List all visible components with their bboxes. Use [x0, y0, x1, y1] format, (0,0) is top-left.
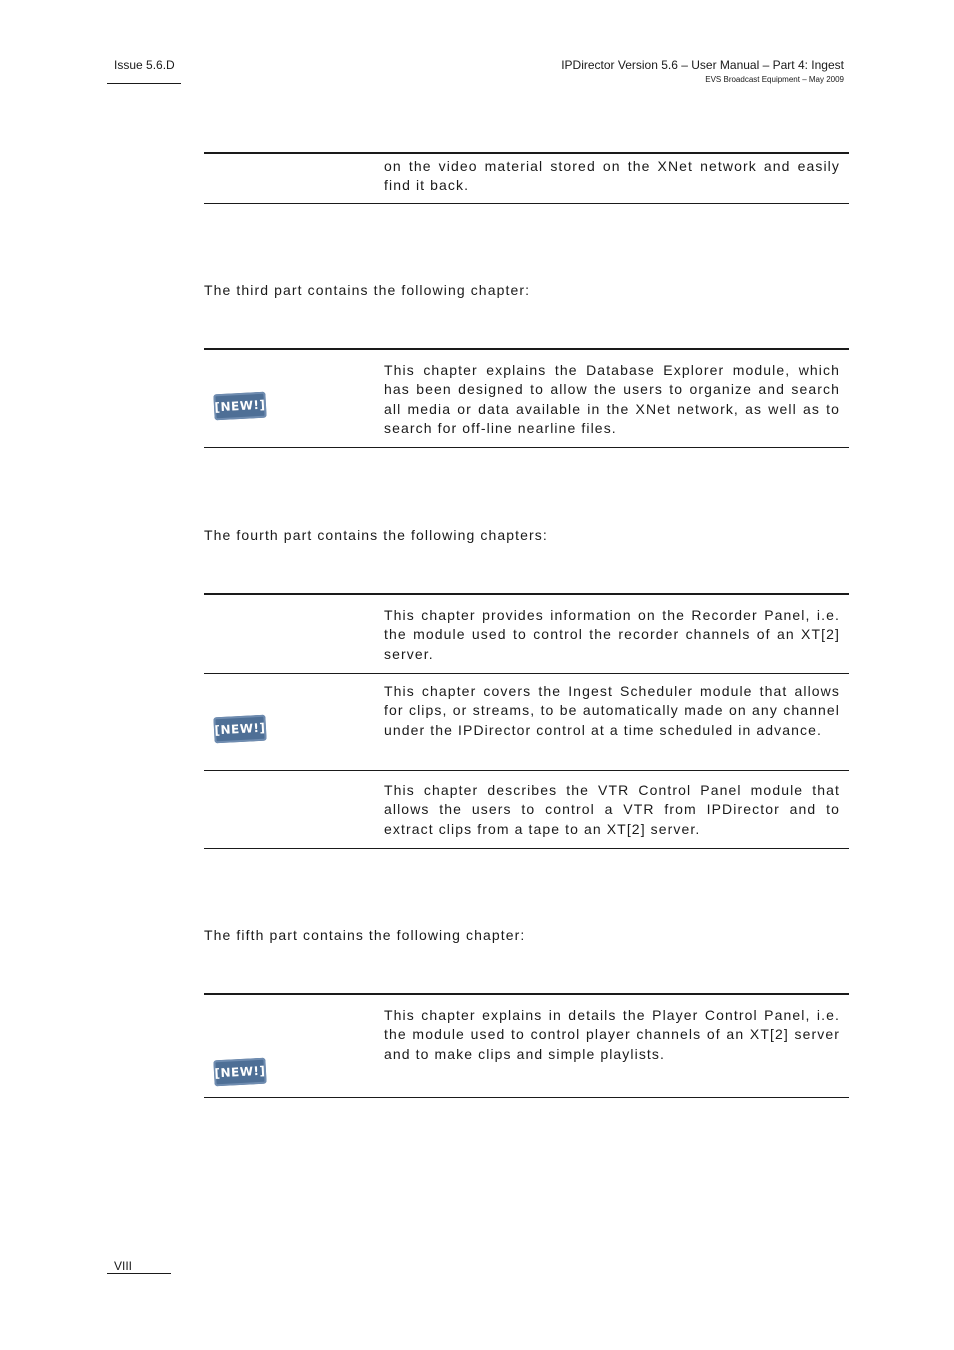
- chapter-description: on the video material stored on the XNet network and easily find it back.: [384, 158, 840, 194]
- chapter-name-cell: [204, 995, 384, 1097]
- chapter-description: This chapter covers the Ingest Scheduler module that allows for clips, or streams, to be automatically made on any channel under the IPDirector control at a time scheduled in advance.: [384, 683, 840, 738]
- chapter-name-cell: [204, 350, 384, 447]
- chapter-description: This chapter describes the VTR Control Panel module that allows the users to control a VTR from IPDirector and to extract clips from a tape to an XT[2] server.: [384, 782, 840, 837]
- chapter-description: This chapter provides information on the Recorder Panel, i.e. the module used to control the recorder channels of an XT[2] server.: [384, 607, 840, 662]
- chapter-name-cell: [204, 154, 384, 203]
- header-divider: [107, 83, 181, 84]
- chapter-table-part2-continued: [204, 152, 849, 204]
- table-row: [204, 350, 849, 447]
- chapter-name-cell: [204, 771, 384, 848]
- chapter-table-part4: [204, 593, 849, 849]
- chapter-name-cell: [204, 674, 384, 770]
- footer-divider: [107, 1273, 171, 1274]
- page-number: VIII: [114, 1259, 133, 1273]
- new-badge-label: NEW!: [220, 720, 260, 738]
- part3-intro: The third part contains the following chapter:: [204, 282, 531, 298]
- table-row: [204, 771, 849, 848]
- chapter-description: This chapter explains in details the Player Control Panel, i.e. the module used to control player channels of an XT[2] server and to make clips and simple playlists.: [384, 1007, 840, 1062]
- part4-intro: The fourth part contains the following chapters:: [204, 527, 548, 543]
- new-badge-icon: [ NEW! ]: [213, 392, 266, 421]
- new-badge-label: NEW!: [220, 1063, 260, 1081]
- issue-label: Issue 5.6.D: [114, 58, 175, 72]
- new-badge-icon: [ NEW! ]: [213, 715, 266, 744]
- part5-intro: The fifth part contains the following chapter:: [204, 927, 526, 943]
- table-row: [204, 595, 849, 674]
- manual-subtitle: EVS Broadcast Equipment – May 2009: [705, 75, 844, 84]
- chapter-name-cell: [204, 595, 384, 673]
- table-row: [204, 995, 849, 1097]
- page-header: [561, 58, 844, 84]
- chapter-table-part3: [204, 348, 849, 448]
- chapter-table-part5: [204, 993, 849, 1098]
- new-badge-label: NEW!: [220, 397, 260, 415]
- manual-title: IPDirector Version 5.6 – User Manual – Part 4: Ingest: [561, 58, 844, 72]
- table-row: [204, 674, 849, 771]
- table-row: [204, 154, 849, 203]
- new-badge-icon: [ NEW! ]: [213, 1058, 266, 1087]
- chapter-description: This chapter explains the Database Explorer module, which has been designed to allow the users to organize and search all media or data available in the XNet network, as well as to search for off-line nearline files.: [384, 362, 840, 437]
